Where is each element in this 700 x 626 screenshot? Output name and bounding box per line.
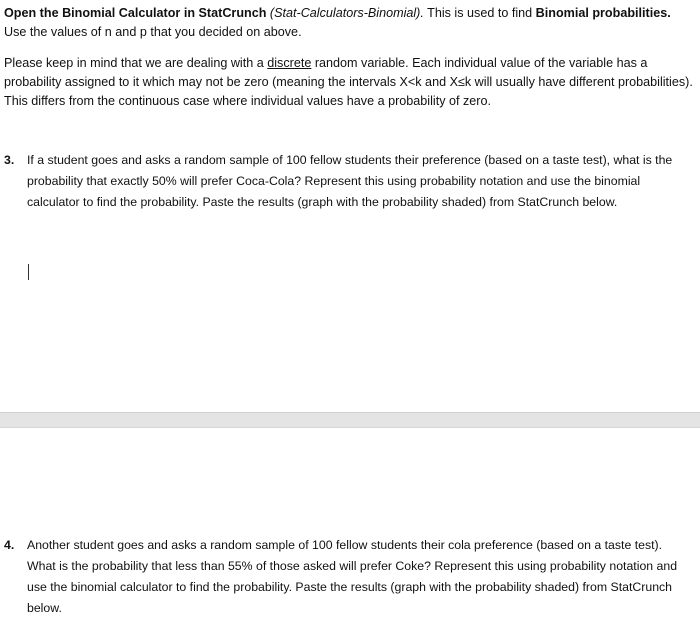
instructions-section xyxy=(4,4,694,111)
intro-menu-path: (Stat-Calculators-Binomial). xyxy=(269,6,424,20)
intro-p2-end: random variable. Each individual value of the variable has a probability assigned to it which may not be zero (meaning the intervals X<k and X≤k will usually have different probabilities). This differs from the continuous case where individual values have a probability of zero. xyxy=(4,56,693,108)
intro-p2-underline: discrete xyxy=(267,56,312,70)
question-3 xyxy=(4,150,684,213)
question-4-text: Another student goes and asks a random sample of 100 fellow students their cola preference (based on a taste test). What is the probability that less than 55% of those asked will prefer Coke? Represent this using probability notation and use the binomial calculator to find the probability. Paste the results (graph with the probability shaded) from StatCrunch below. xyxy=(27,538,678,615)
question-4 xyxy=(4,535,684,619)
page-break xyxy=(0,412,700,428)
intro-p2-start: Please keep in mind that we are dealing with a xyxy=(4,56,268,70)
intro-bold-phrase: Binomial probabilities. xyxy=(535,6,671,20)
intro-paragraph-2 xyxy=(4,54,694,111)
intro-paragraph-1 xyxy=(4,4,694,42)
intro-text: This is used to find xyxy=(423,6,536,20)
text-cursor[interactable] xyxy=(28,264,29,280)
intro-text-end: Use the values of n and p that you decided on above. xyxy=(4,25,302,39)
question-4-number: 4. xyxy=(4,538,15,552)
question-3-number: 3. xyxy=(4,153,15,167)
question-3-text: If a student goes and asks a random sample of 100 fellow students their preference (based on a taste test), what is the probability that exactly 50% will prefer Coca-Cola? Represent this using probability notation and use the binomial calculator to find the probability. Paste the results (graph with the probability shaded) from StatCrunch below. xyxy=(27,153,673,209)
intro-bold-title: Open the Binomial Calculator in StatCrunch xyxy=(4,6,267,20)
